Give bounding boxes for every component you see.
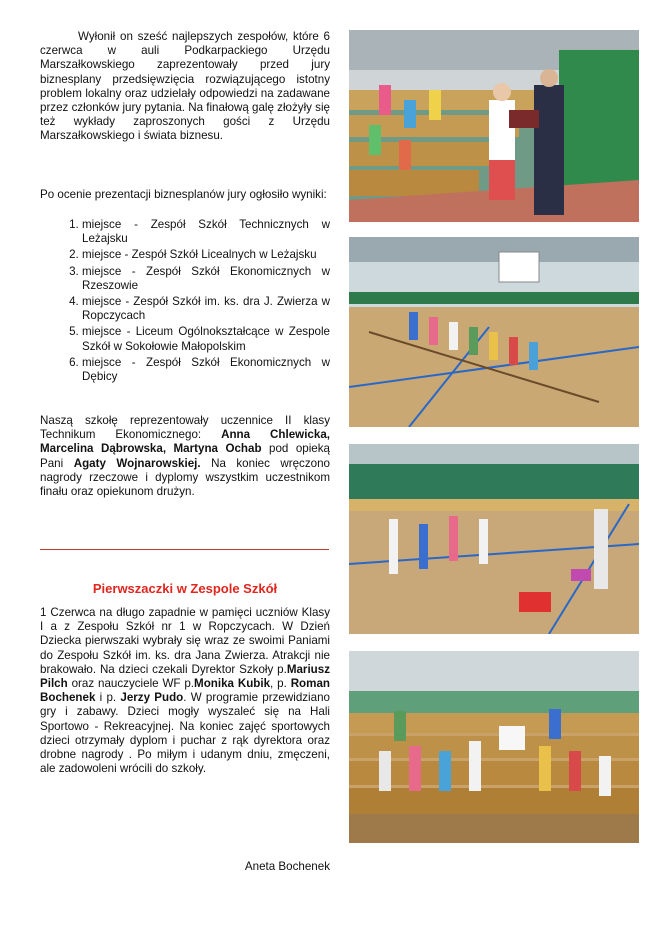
photo-games-hall bbox=[349, 444, 639, 634]
person-name: Monika Kubik bbox=[194, 677, 271, 691]
paragraph-text: pod opieką Pani bbox=[40, 442, 330, 470]
result-item: 5. miejsce - Liceum Ogólnokształcące w Zespole Szkół w Sokołowie Małopolskim bbox=[82, 325, 330, 353]
paragraph-text: 1 Czerwca na długo zapadnie w pamięci uczniów Klasy I a z Zespołu Szkół nr 1 w Ropczycach. W Dzień Dziecka pierwszaki wybrały się wraz ze swoimi Paniami do Zespołu Szkół im. ks. dra Jana Zwierza. Atrakcji nie brakowało. Na dzieci czekali Dyrektor Szkoły p. bbox=[40, 606, 330, 676]
section-divider bbox=[40, 549, 329, 550]
person-name: Roman Bochenek bbox=[40, 677, 330, 705]
paragraph-text: i p. bbox=[95, 691, 121, 705]
article-paragraph-representatives bbox=[40, 414, 330, 499]
results-list bbox=[40, 218, 330, 386]
paragraph-text: . W programie przewidziano gry i zabawy. Dzieci mogły wyszaleć się na Hali Sportowo - Rekreacyjnej. Na koniec zajęć sportowych dzieci otrzymały dyplom i puchar z rąk dyrektora oraz drobne nagrody . Po miłym i udanym dniu, zmęczeni, ale zadowoleni wrócili do szkoły. bbox=[40, 691, 330, 776]
person-name: Jerzy Pudo bbox=[120, 691, 184, 705]
result-item: 1. miejsce - Zespół Szkół Technicznych w Leżajsku bbox=[82, 218, 330, 246]
student-names: Anna Chlewicka, Marcelina Dąbrowska, Martyna Ochab bbox=[40, 428, 330, 456]
result-item: 6. miejsce - Zespół Szkół Ekonomicznych w Dębicy bbox=[82, 356, 330, 384]
paragraph-text: , p. bbox=[270, 677, 291, 691]
person-name: Mariusz Pilch bbox=[40, 662, 330, 691]
result-item: 2. miejsce - Zespół Szkół Licealnych w Leżajsku bbox=[82, 248, 330, 262]
photo-group-with-diploma bbox=[349, 651, 639, 843]
paragraph-text: oraz nauczyciele WF p. bbox=[67, 677, 195, 691]
author-signature: Aneta Bochenek bbox=[244, 860, 330, 873]
photo-award-ceremony bbox=[349, 30, 639, 222]
result-item: 4. miejsce - Zespół Szkół im. ks. dra J. Zwierza w Ropczycach bbox=[82, 295, 330, 323]
article-paragraph-results-intro: Po ocenie prezentacji biznesplanów jury ogłosiło wyniki: bbox=[40, 188, 327, 201]
paragraph-text: Na koniec wręczono nagrody rzeczowe i dyplomy wszystkim uczestnikom finału oraz opiekunom drużyn. bbox=[40, 456, 330, 499]
article-paragraph-intro: Wyłonił on sześć najlepszych zespołów, które 6 czerwca w auli Podkarpackiego Urzędu Marszałkowskiego zaprezentowały przed jury biznesplany przedsięwzięcia rozwiązującego istotny problem lokalny oraz udzielały odpowiedzi na zadawane przez członków jury pytania. Na finałową galę złożyły się też wykłady zaproszonych gości z Urzędu Marszałkowskiego i świata biznesu. bbox=[40, 30, 330, 143]
article-paragraph-childrens-day bbox=[40, 606, 330, 776]
result-item: 3. miejsce - Zespół Szkół Ekonomicznych w Rzeszowie bbox=[82, 265, 330, 293]
paragraph-text: Naszą szkołę reprezentowały uczennice II klasy Technikum Ekonomicznego: bbox=[40, 414, 330, 442]
photo-tug-of-war bbox=[349, 237, 639, 427]
article-heading: Pierwszaczki w Zespole Szkół bbox=[92, 581, 278, 596]
teacher-name: Agaty Wojnarowskiej. bbox=[73, 456, 201, 470]
